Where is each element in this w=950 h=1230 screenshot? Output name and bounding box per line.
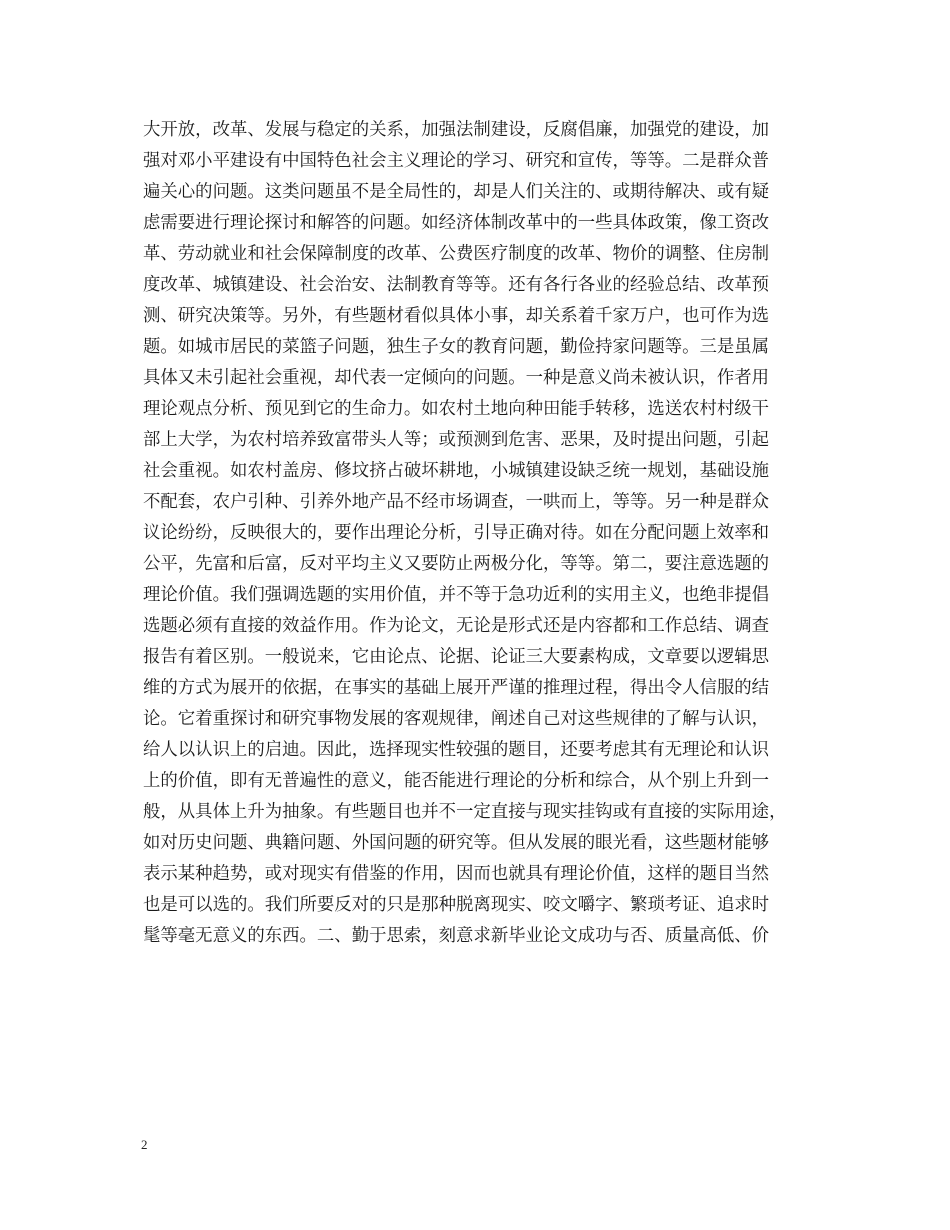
text-line: 上的价值，即有无普遍性的意义，能否能进行理论的分析和综合，从个别上升到一 (143, 771, 770, 791)
text-line: 不配套，农户引种、引养外地产品不经市场调查，一哄而上，等等。另一种是群众 (143, 492, 770, 512)
text-line: 理论价值。我们强调选题的实用价值，并不等于急功近利的实用主义，也绝非提倡 (143, 585, 770, 605)
text-line: 遍关心的问题。这类问题虽不是全局性的，却是人们关注的、或期待解决、或有疑 (143, 182, 770, 202)
text-line: 议论纷纷，反映很大的，要作出理论分析，引导正确对待。如在分配问题上效率和 (143, 523, 770, 543)
text-line: 般，从具体上升为抽象。有些题目也并不一定直接与现实挂钩或有直接的实际用途， (143, 802, 787, 822)
text-line: 表示某种趋势，或对现实有借鉴的作用，因而也就具有理论价值，这样的题目当然 (143, 864, 770, 884)
text-line: 强对邓小平建设有中国特色社会主义理论的学习、研究和宣传，等等。二是群众普 (143, 151, 770, 171)
text-line: 部上大学，为农村培养致富带头人等；或预测到危害、恶果，及时提出问题，引起 (143, 430, 770, 450)
text-line: 维的方式为展开的依据，在事实的基础上展开严谨的推理过程，得出令人信服的结 (143, 678, 770, 698)
text-line: 革、劳动就业和社会保障制度的改革、公费医疗制度的改革、物价的调整、住房制 (143, 244, 770, 264)
text-line: 测、研究决策等。另外，有些题材看似具体小事，却关系着千家万户，也可作为选 (143, 306, 770, 326)
text-line: 报告有着区别。一般说来，它由论点、论据、论证三大要素构成，文章要以逻辑思 (143, 647, 770, 667)
text-line: 如对历史问题、典籍问题、外国问题的研究等。但从发展的眼光看，这些题材能够 (143, 833, 770, 853)
text-line: 虑需要进行理论探讨和解答的问题。如经济体制改革中的一些具体政策，像工资改 (143, 213, 770, 233)
text-line: 具体又未引起社会重视，却代表一定倾向的问题。一种是意义尚未被认识，作者用 (143, 368, 770, 388)
text-line: 也是可以选的。我们所要反对的只是那种脱离现实、咬文嚼字、繁琐考证、追求时 (143, 895, 770, 915)
text-line: 选题必须有直接的效益作用。作为论文，无论是形式还是内容都和工作总结、调查 (143, 616, 770, 636)
text-line: 社会重视。如农村盖房、修坟挤占破坏耕地，小城镇建设缺乏统一规划，基础设施 (143, 461, 770, 481)
text-line: 大开放，改革、发展与稳定的关系，加强法制建设，反腐倡廉，加强党的建设，加 (143, 120, 770, 140)
text-line: 给人以认识上的启迪。因此，选择现实性较强的题目，还要考虑其有无理论和认识 (143, 740, 770, 760)
text-line: 公平，先富和后富，反对平均主义又要防止两极分化，等等。第二，要注意选题的 (143, 554, 770, 574)
text-line: 理论观点分析、预见到它的生命力。如农村土地向种田能手转移，选送农村村级干 (143, 399, 770, 419)
body-text (143, 115, 833, 952)
text-line: 论。它着重探讨和研究事物发展的客观规律，阐述自己对这些规律的了解与认识， (143, 709, 770, 729)
text-line: 度改革、城镇建设、社会治安、法制教育等等。还有各行各业的经验总结、改革预 (143, 275, 770, 295)
text-line: 题。如城市居民的菜篮子问题，独生子女的教育问题，勤俭持家问题等。三是虽属 (143, 337, 770, 357)
page-number: 2 (141, 1137, 148, 1152)
text-line: 髦等毫无意义的东西。二、勤于思索，刻意求新毕业论文成功与否、质量高低、价 (143, 926, 770, 946)
